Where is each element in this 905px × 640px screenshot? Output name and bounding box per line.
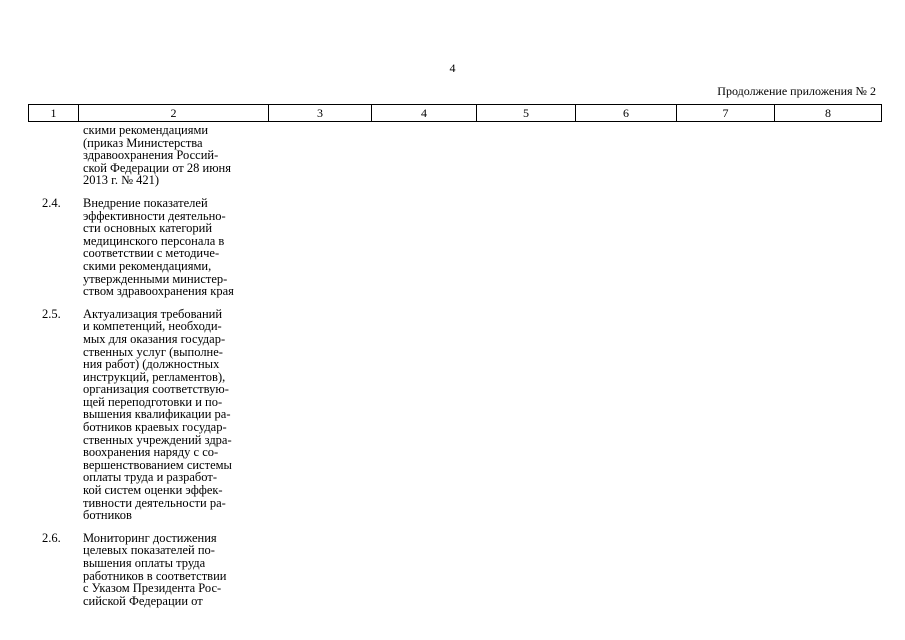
row-number: 2.4. — [42, 195, 61, 210]
header-cell-4: 4 — [372, 105, 477, 122]
header-cell-2: 2 — [79, 105, 269, 122]
header-cell-5: 5 — [477, 105, 576, 122]
page-number: 4 — [449, 61, 456, 75]
header-cell-3: 3 — [269, 105, 372, 122]
row-text: Актуализация требований и компетенций, необходи- мых для оказания государ- ственных услуг (выполне- ния работ) (должностных инструкций, регламентов), организация соответствую- щей переподготовки и по- вышения квалификации ра- ботников краевых государ- ственных учреждений здра- воохранения наряду с со- вершенствованием системы оплаты труда и разработ- кой систем оценки эффек- тивности деятельности ра- ботников — [83, 306, 232, 523]
appendix-continuation-note: Продолжение приложения № 2 — [717, 84, 876, 98]
row-text: скими рекомендациями (приказ Министерства здравоохранения Россий- ской Федерации от 28 июня 2013 г. № 421) — [83, 123, 231, 188]
table-row — [28, 532, 328, 608]
table-row — [28, 308, 328, 522]
row-number: 2.6. — [42, 530, 61, 545]
table-body — [28, 124, 328, 617]
table-row — [28, 124, 328, 187]
row-text: Внедрение показателей эффективности деятельно- сти основных категорий медицинского персонала в соответствии с методиче- скими рекомендациями, утвержденными министер- ством здравоохранения края — [83, 195, 234, 299]
header-cell-7: 7 — [677, 105, 775, 122]
row-text: Мониторинг достижения целевых показателей по- вышения оплаты труда работников в соответствии с Указом Президента Рос- сийской Федерации от — [83, 530, 227, 608]
row-number: 2.5. — [42, 306, 61, 321]
header-cell-6: 6 — [576, 105, 677, 122]
table-row — [28, 197, 328, 298]
header-cell-1: 1 — [29, 105, 79, 122]
column-number-header-table — [28, 104, 882, 122]
header-row — [29, 105, 882, 122]
header-cell-8: 8 — [775, 105, 882, 122]
